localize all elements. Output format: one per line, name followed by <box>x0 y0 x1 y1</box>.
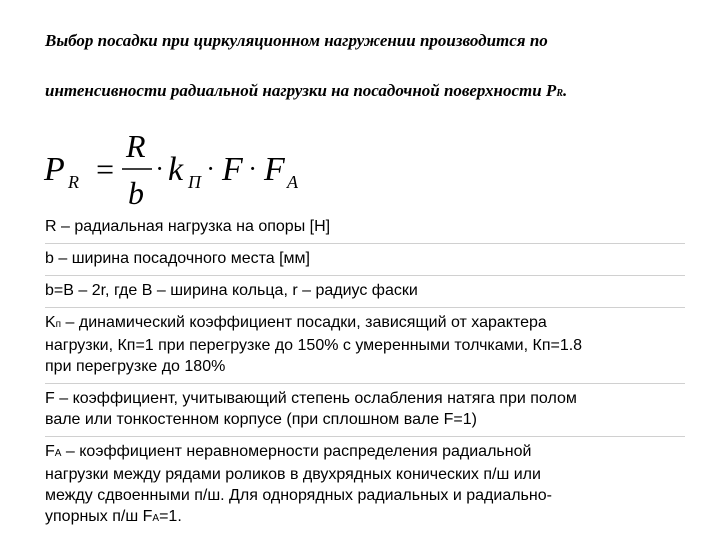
formula-k-subscript: П <box>188 172 201 192</box>
formula-numerator: R <box>126 128 146 164</box>
definition-fa-line-4 <box>45 506 685 529</box>
formula-k: k <box>168 151 184 188</box>
formula-f: F <box>222 151 243 188</box>
definition-fa-line-3: между сдвоенными п/ш. Для однорядных радиальных и радиально- <box>45 487 552 504</box>
definition-f <box>45 383 685 436</box>
heading-line-2-text: интенсивности радиальной нагрузки на посадочной поверхности P <box>45 81 557 100</box>
heading-line-2-subscript: R <box>556 88 563 99</box>
definition-b-formula-text: b=B – 2r, где B – ширина кольца, r – радиус фаски <box>45 282 418 299</box>
definition-fa-symbol: F <box>45 443 55 460</box>
definition-f-line-1: F – коэффициент, учитывающий степень ослабления натяга при полом <box>45 390 577 407</box>
definition-fa-line-4-text: упорных п/ш F <box>45 508 153 525</box>
formula-svg <box>42 125 342 215</box>
definition-kp <box>45 307 685 383</box>
definition-b-text: b – ширина посадочного места [мм] <box>45 250 310 267</box>
formula-dot-3: · <box>249 154 256 183</box>
definition-r-text: R – радиальная нагрузка на опоры [Н] <box>45 218 331 235</box>
definition-fa-line-1-text: – коэффициент неравномерности распределения радиальной <box>65 443 532 460</box>
heading-line-2-end: . <box>563 81 568 100</box>
definition-r <box>45 212 685 243</box>
definition-fa-line-2: нагрузки между рядами роликов в двухрядных конических п/ш или <box>45 466 541 483</box>
load-intensity-formula <box>42 125 342 215</box>
formula-dot-1: · <box>156 154 163 183</box>
formula-dot-2: · <box>207 154 214 183</box>
definition-kp-line-1 <box>45 312 685 335</box>
definition-b-formula <box>45 275 685 307</box>
heading-line-1: Выбор посадки при циркуляционном нагружении производится по <box>45 31 548 50</box>
definition-kp-symbol: K <box>45 314 56 331</box>
definition-fa-line-1 <box>45 441 685 464</box>
formula-p: P <box>44 151 65 188</box>
definition-fa-line-4-end: =1. <box>159 508 182 525</box>
formula-denominator: b <box>128 175 144 211</box>
definition-fa-subscript: A <box>54 448 62 459</box>
definition-kp-line-3: при перегрузке до 180% <box>45 358 226 375</box>
formula-p-subscript: R <box>68 172 79 192</box>
definition-kp-line-1-text: – динамический коэффициент посадки, зависящий от характера <box>65 314 547 331</box>
heading-line-2 <box>45 81 567 101</box>
definition-fa <box>45 436 685 535</box>
definition-b <box>45 243 685 275</box>
formula-equals: = <box>94 151 116 187</box>
definition-kp-line-2: нагрузки, Кп=1 при перегрузке до 150% с умеренными толчками, Кп=1.8 <box>45 337 583 354</box>
formula-fa-subscript: A <box>287 172 298 192</box>
definition-fa-line-4-subscript: A <box>152 513 160 524</box>
formula-fa: F <box>264 151 285 188</box>
definitions-list <box>45 212 685 535</box>
definition-kp-subscript: п <box>55 319 62 330</box>
definition-f-line-2: вале или тонкостенном корпусе (при сплошном вале F=1) <box>45 411 477 428</box>
